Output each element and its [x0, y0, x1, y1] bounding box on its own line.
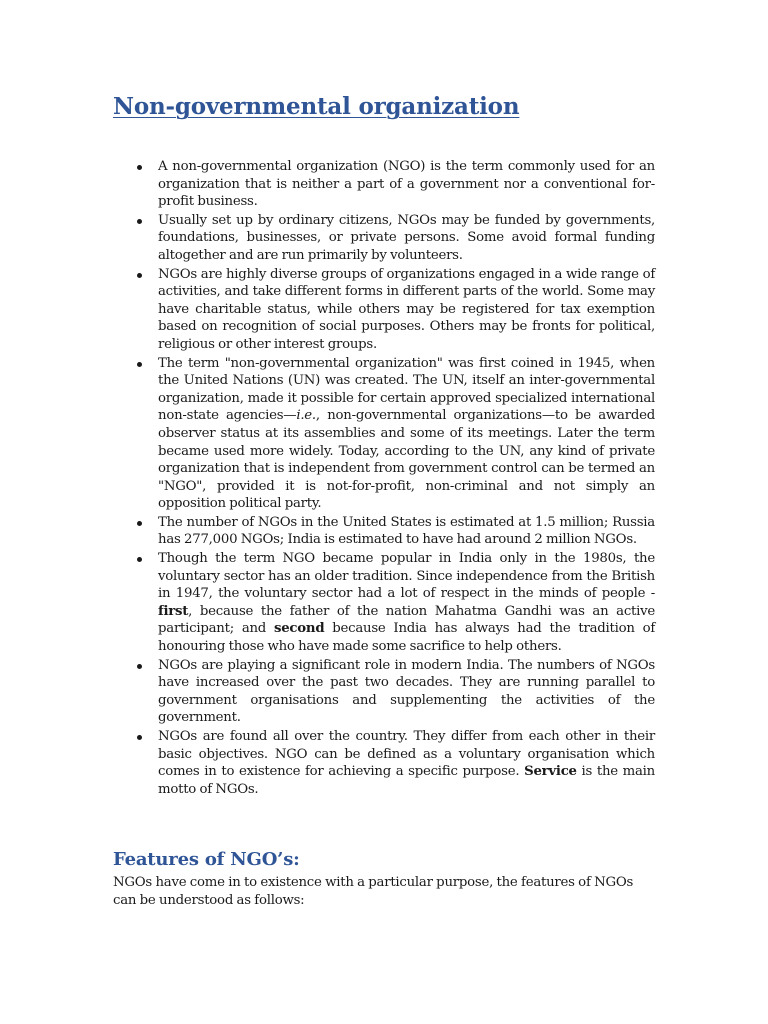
bullet-text: is the main motto of NGOs.: [158, 764, 655, 797]
bullet-item: [113, 728, 655, 798]
bullet-item: [113, 266, 655, 354]
bullet-item: [113, 550, 655, 656]
bullet-dot-icon: [137, 165, 142, 170]
bullet-dot-icon: [137, 273, 142, 278]
bullet-text: NGOs are playing a significant role in modern India. The numbers of NGOs have increased over the past two decades. They are running parallel to government organisations and supplementing the activities of the government.: [158, 657, 655, 726]
bold-text: first: [158, 603, 189, 619]
bullet-dot-icon: [137, 362, 142, 367]
bullet-dot-icon: [137, 557, 142, 562]
bullet-text: NGOs are found all over the country. They differ from each other in their basic objectives. NGO can be defined as a voluntary organisation which comes in to existence for achieving a specific purpose.: [158, 729, 655, 780]
bullet-text: , because the father of the nation Mahatma Gandhi was an active participant; and: [158, 603, 655, 637]
bullet-text: The term "non-governmental organization" was first coined in 1945, when the United Nations (UN) was created. The UN, itself an inter-governmental organization, made it possible for certain approved specialized international non-state agencies—: [158, 355, 655, 424]
italic-text: i.e.: [296, 408, 316, 424]
bullet-dot-icon: [137, 521, 142, 526]
bullet-text: A non-governmental organization (NGO) is the term commonly used for an organization that is neither a part of a government nor a conventional for-profit business.: [158, 159, 655, 210]
bullet-dot-icon: [137, 735, 142, 740]
bullet-text: , non-governmental organizations—to be awarded observer status at its assemblies and some of its meetings. Later the term became used more widely. Today, according to the UN, any kind of private organization that is independent from government control can be termed an "NGO", provided it is not-for-profit, non-criminal and not simply an opposition political party.: [158, 408, 655, 512]
bullet-dot-icon: [137, 664, 142, 669]
document-title: Non-governmental organization: [113, 93, 520, 120]
features-heading: Features of NGO’s:: [113, 849, 300, 870]
bullet-item: [113, 355, 655, 513]
bullet-text: The number of NGOs in the United States is estimated at 1.5 million; Russia has 277,000 NGOs; India is estimated to have had around 2 million NGOs.: [158, 514, 655, 548]
bullet-item: [113, 158, 655, 211]
features-intro: NGOs have come in to existence with a particular purpose, the features of NGOs can be understood as follows:: [113, 875, 634, 908]
bullet-list: [113, 158, 655, 798]
bullet-item: [113, 514, 655, 549]
bullet-text: Though the term NGO became popular in India only in the 1980s, the voluntary sector has an older tradition. Since independence from the British in 1947, the voluntary sector had a lot of respect in the minds of people -: [158, 551, 655, 602]
bullet-item: [113, 212, 655, 265]
bullet-text: NGOs are highly diverse groups of organizations engaged in a wide range of activities, and take different forms in different parts of the world. Some may have charitable status, while others may be registered for tax exemption based on recognition of social purposes. Others may be fronts for political, religious or other interest groups.: [158, 266, 655, 352]
bullet-text: because India has always had the tradition of honouring those who have made some sacrifice to help others.: [158, 621, 655, 655]
bold-text: second: [273, 621, 325, 637]
bullet-dot-icon: [137, 219, 142, 224]
bullet-text: Usually set up by ordinary citizens, NGOs may be funded by governments, foundations, businesses, or private persons. Some avoid formal funding altogether and are run primarily by volunteers.: [158, 212, 655, 263]
bullet-item: [113, 657, 655, 727]
bold-text: Service: [524, 764, 577, 780]
